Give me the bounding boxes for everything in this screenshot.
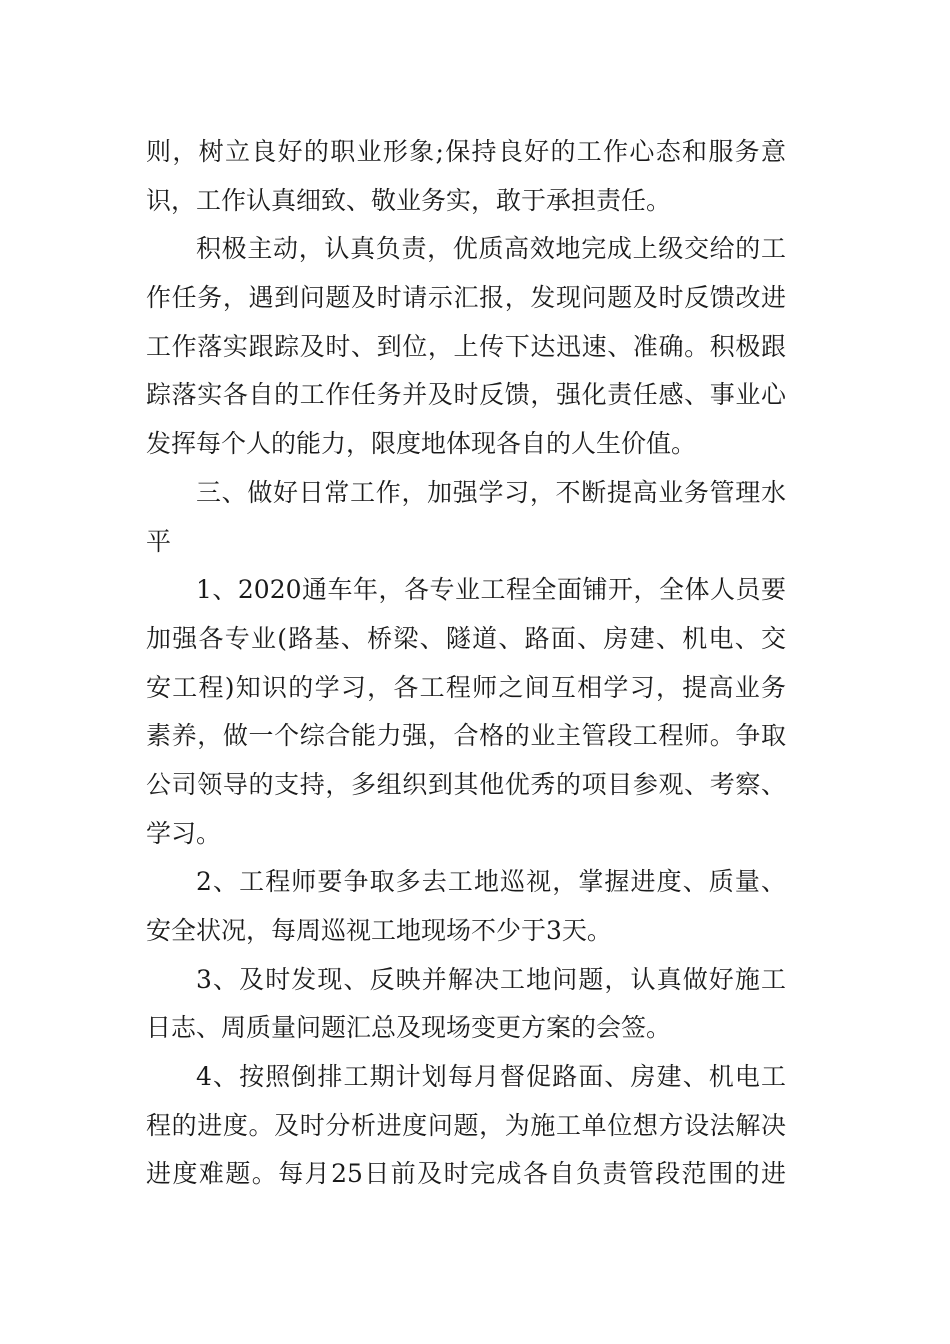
text-line: 踪落实各自的工作任务并及时反馈，强化责任感、事业心 xyxy=(146,380,786,410)
text-line: 发挥每个人的能力，限度地体现各自的人生价值。 xyxy=(146,429,697,459)
paragraph-first-line: 4、按照倒排工期计划每月督促路面、房建、机电工 xyxy=(196,1062,786,1092)
text-line: 安工程)知识的学习，各工程师之间互相学习，提高业务 xyxy=(146,672,786,702)
paragraph-first-line: 2、工程师要争取多去工地巡视，掌握进度、质量、 xyxy=(196,867,786,897)
text-line: 加强各专业(路基、桥梁、隧道、路面、房建、机电、交 xyxy=(146,623,786,653)
paragraph-first-line: 积极主动，认真负责，优质高效地完成上级交给的工 xyxy=(196,234,786,264)
text-line: 公司领导的支持，多组织到其他优秀的项目参观、考察、 xyxy=(146,769,786,799)
text-line: 则，树立良好的职业形象;保持良好的工作心态和服务意 xyxy=(146,137,786,166)
text-line: 日志、周质量问题汇总及现场变更方案的会签。 xyxy=(146,1013,672,1043)
text-line: 作任务，遇到问题及时请示汇报，发现问题及时反馈改进 xyxy=(146,283,786,313)
paragraph-first-line: 1、2020通车年，各专业工程全面铺开，全体人员要 xyxy=(196,575,786,605)
text-line: 工作落实跟踪及时、到位，上传下达迅速、准确。积极跟 xyxy=(146,331,786,361)
document-body xyxy=(146,128,786,1199)
text-line: 学习。 xyxy=(146,818,222,848)
text-line: 识，工作认真细致、敬业务实，敢于承担责任。 xyxy=(146,185,672,215)
text-line: 素养，做一个综合能力强，合格的业主管段工程师。争取 xyxy=(146,721,786,751)
text-line: 进度难题。每月25日前及时完成各自负责管段范围的进 xyxy=(146,1159,786,1189)
text-line: 安全状况，每周巡视工地现场不少于3天。 xyxy=(146,916,612,945)
paragraph-first-line: 3、及时发现、反映并解决工地问题，认真做好施工 xyxy=(196,964,786,994)
section-heading-continued: 平 xyxy=(146,526,172,556)
section-heading: 三、做好日常工作，加强学习，不断提高业务管理水 xyxy=(196,477,786,507)
text-line: 程的进度。及时分析进度问题，为施工单位想方设法解决 xyxy=(146,1110,786,1140)
